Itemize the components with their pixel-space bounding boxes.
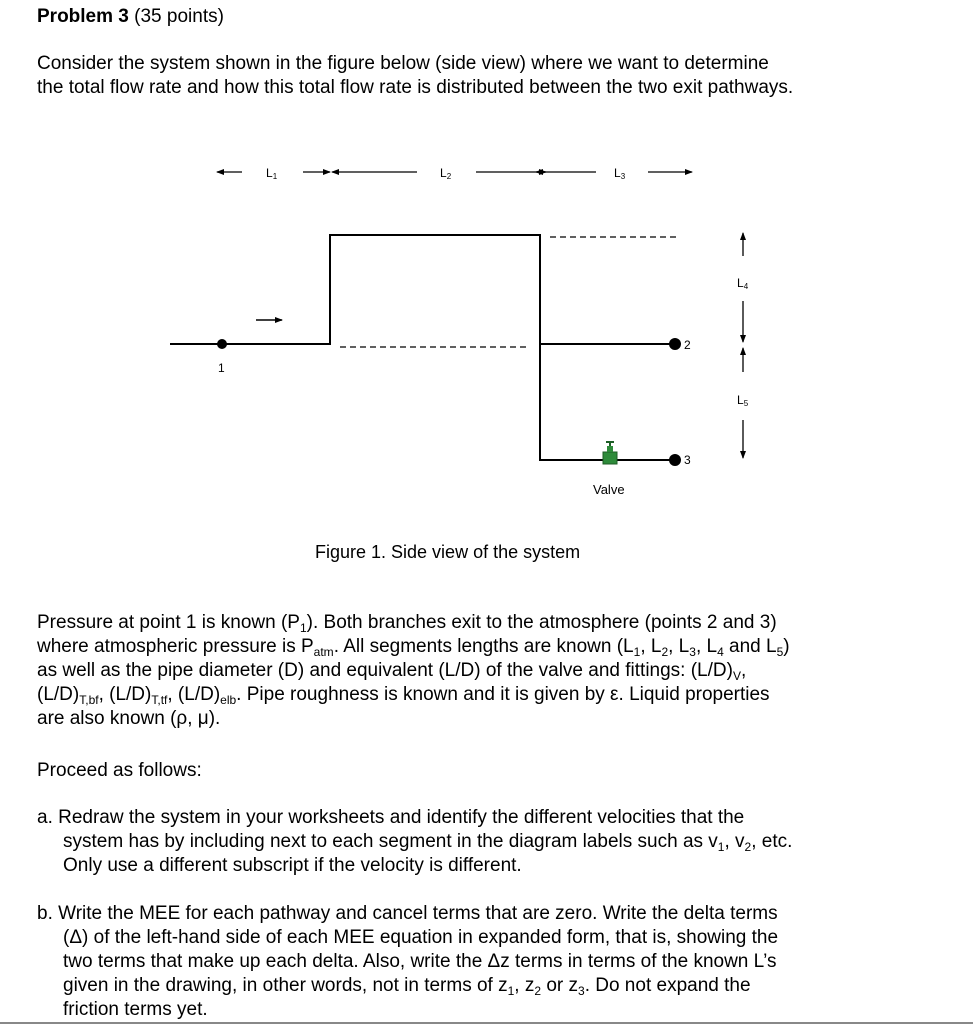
valve-icon (603, 441, 617, 464)
valve-label: Valve (593, 482, 625, 497)
para-line-1: Pressure at point 1 is known $(P_1)$. Both branches exit to the atmosphere (points 2 and 3) (37, 612, 777, 635)
label-l4: L4 (737, 276, 749, 291)
item-b-line-2: (Δ) of the left-hand side of each MEE equation in expanded form, that is, showing the (63, 927, 779, 948)
dimension-l4 (737, 233, 749, 342)
point-2-marker (669, 338, 681, 350)
problem-statement (37, 611, 790, 731)
figure-caption: Figure 1. Side view of the system (315, 542, 581, 562)
problem-points: (35 points) (134, 6, 224, 27)
item-b-line-4: given in the drawing, in other words, not in terms of $z_1$, $z_2$ or $z_3$. Do not expand the (63, 975, 751, 998)
problem-title (37, 5, 224, 29)
item-a-line-3: Only use a different subscript if the velocity is different. (63, 855, 522, 876)
dimension-l3 (536, 166, 692, 181)
para-line-3: as well as the pipe diameter (D) and equivalent (L/D) of the valve and fittings: $(L/D)_V$, (37, 660, 747, 683)
point-1-marker (217, 339, 227, 349)
item-a (37, 806, 792, 878)
point-1-label: 1 (218, 361, 225, 375)
item-b (37, 902, 778, 1022)
system-figure (0, 150, 973, 510)
intro-line-1: Consider the system shown in the figure below (side view) where we want to determine (37, 53, 769, 74)
intro-text (37, 52, 793, 100)
dimension-l5 (737, 348, 749, 458)
para-line-2: where atmospheric pressure is $P_{atm}$. All segments lengths are known ($L_1$, $L_2$, $L_3$, $L_4$ and $L_5$) (37, 636, 790, 659)
problem-number: Problem 3 (37, 6, 129, 27)
label-l2: L2 (440, 166, 452, 181)
point-3-marker (669, 454, 681, 466)
item-b-line-3: two terms that make up each delta. Also, write the Δz terms in terms of the known L’s (63, 951, 777, 972)
label-l5: L5 (737, 393, 749, 408)
item-b-line-1: b. Write the MEE for each pathway and cancel terms that are zero. Write the delta terms (37, 903, 778, 924)
para-line-5: are also known (ρ, μ). (37, 708, 221, 729)
label-l3: L3 (614, 166, 626, 181)
proceed-heading: Proceed as follows: (37, 760, 202, 781)
intro-line-2: the total flow rate and how this total flow rate is distributed between the two exit pathways. (37, 77, 794, 98)
para-line-4: $(L/D)_{T,bf}$, $(L/D)_{T,tf}$, $(L/D)_{elb}$. Pipe roughness is known and it is given by ε. Liquid properties (37, 684, 770, 707)
label-l1: L1 (266, 166, 278, 181)
item-b-line-5: friction terms yet. (63, 999, 208, 1020)
point-2-label: 2 (684, 338, 691, 352)
item-a-line-2: system has by including next to each segment in the diagram labels such as $v_1$, $v_2$, etc. (63, 831, 793, 854)
item-a-line-1: a. Redraw the system in your worksheets and identify the different velocities that the (37, 807, 745, 828)
dimension-l2 (332, 166, 546, 181)
dimension-l1 (217, 166, 330, 181)
point-3-label: 3 (684, 453, 691, 467)
